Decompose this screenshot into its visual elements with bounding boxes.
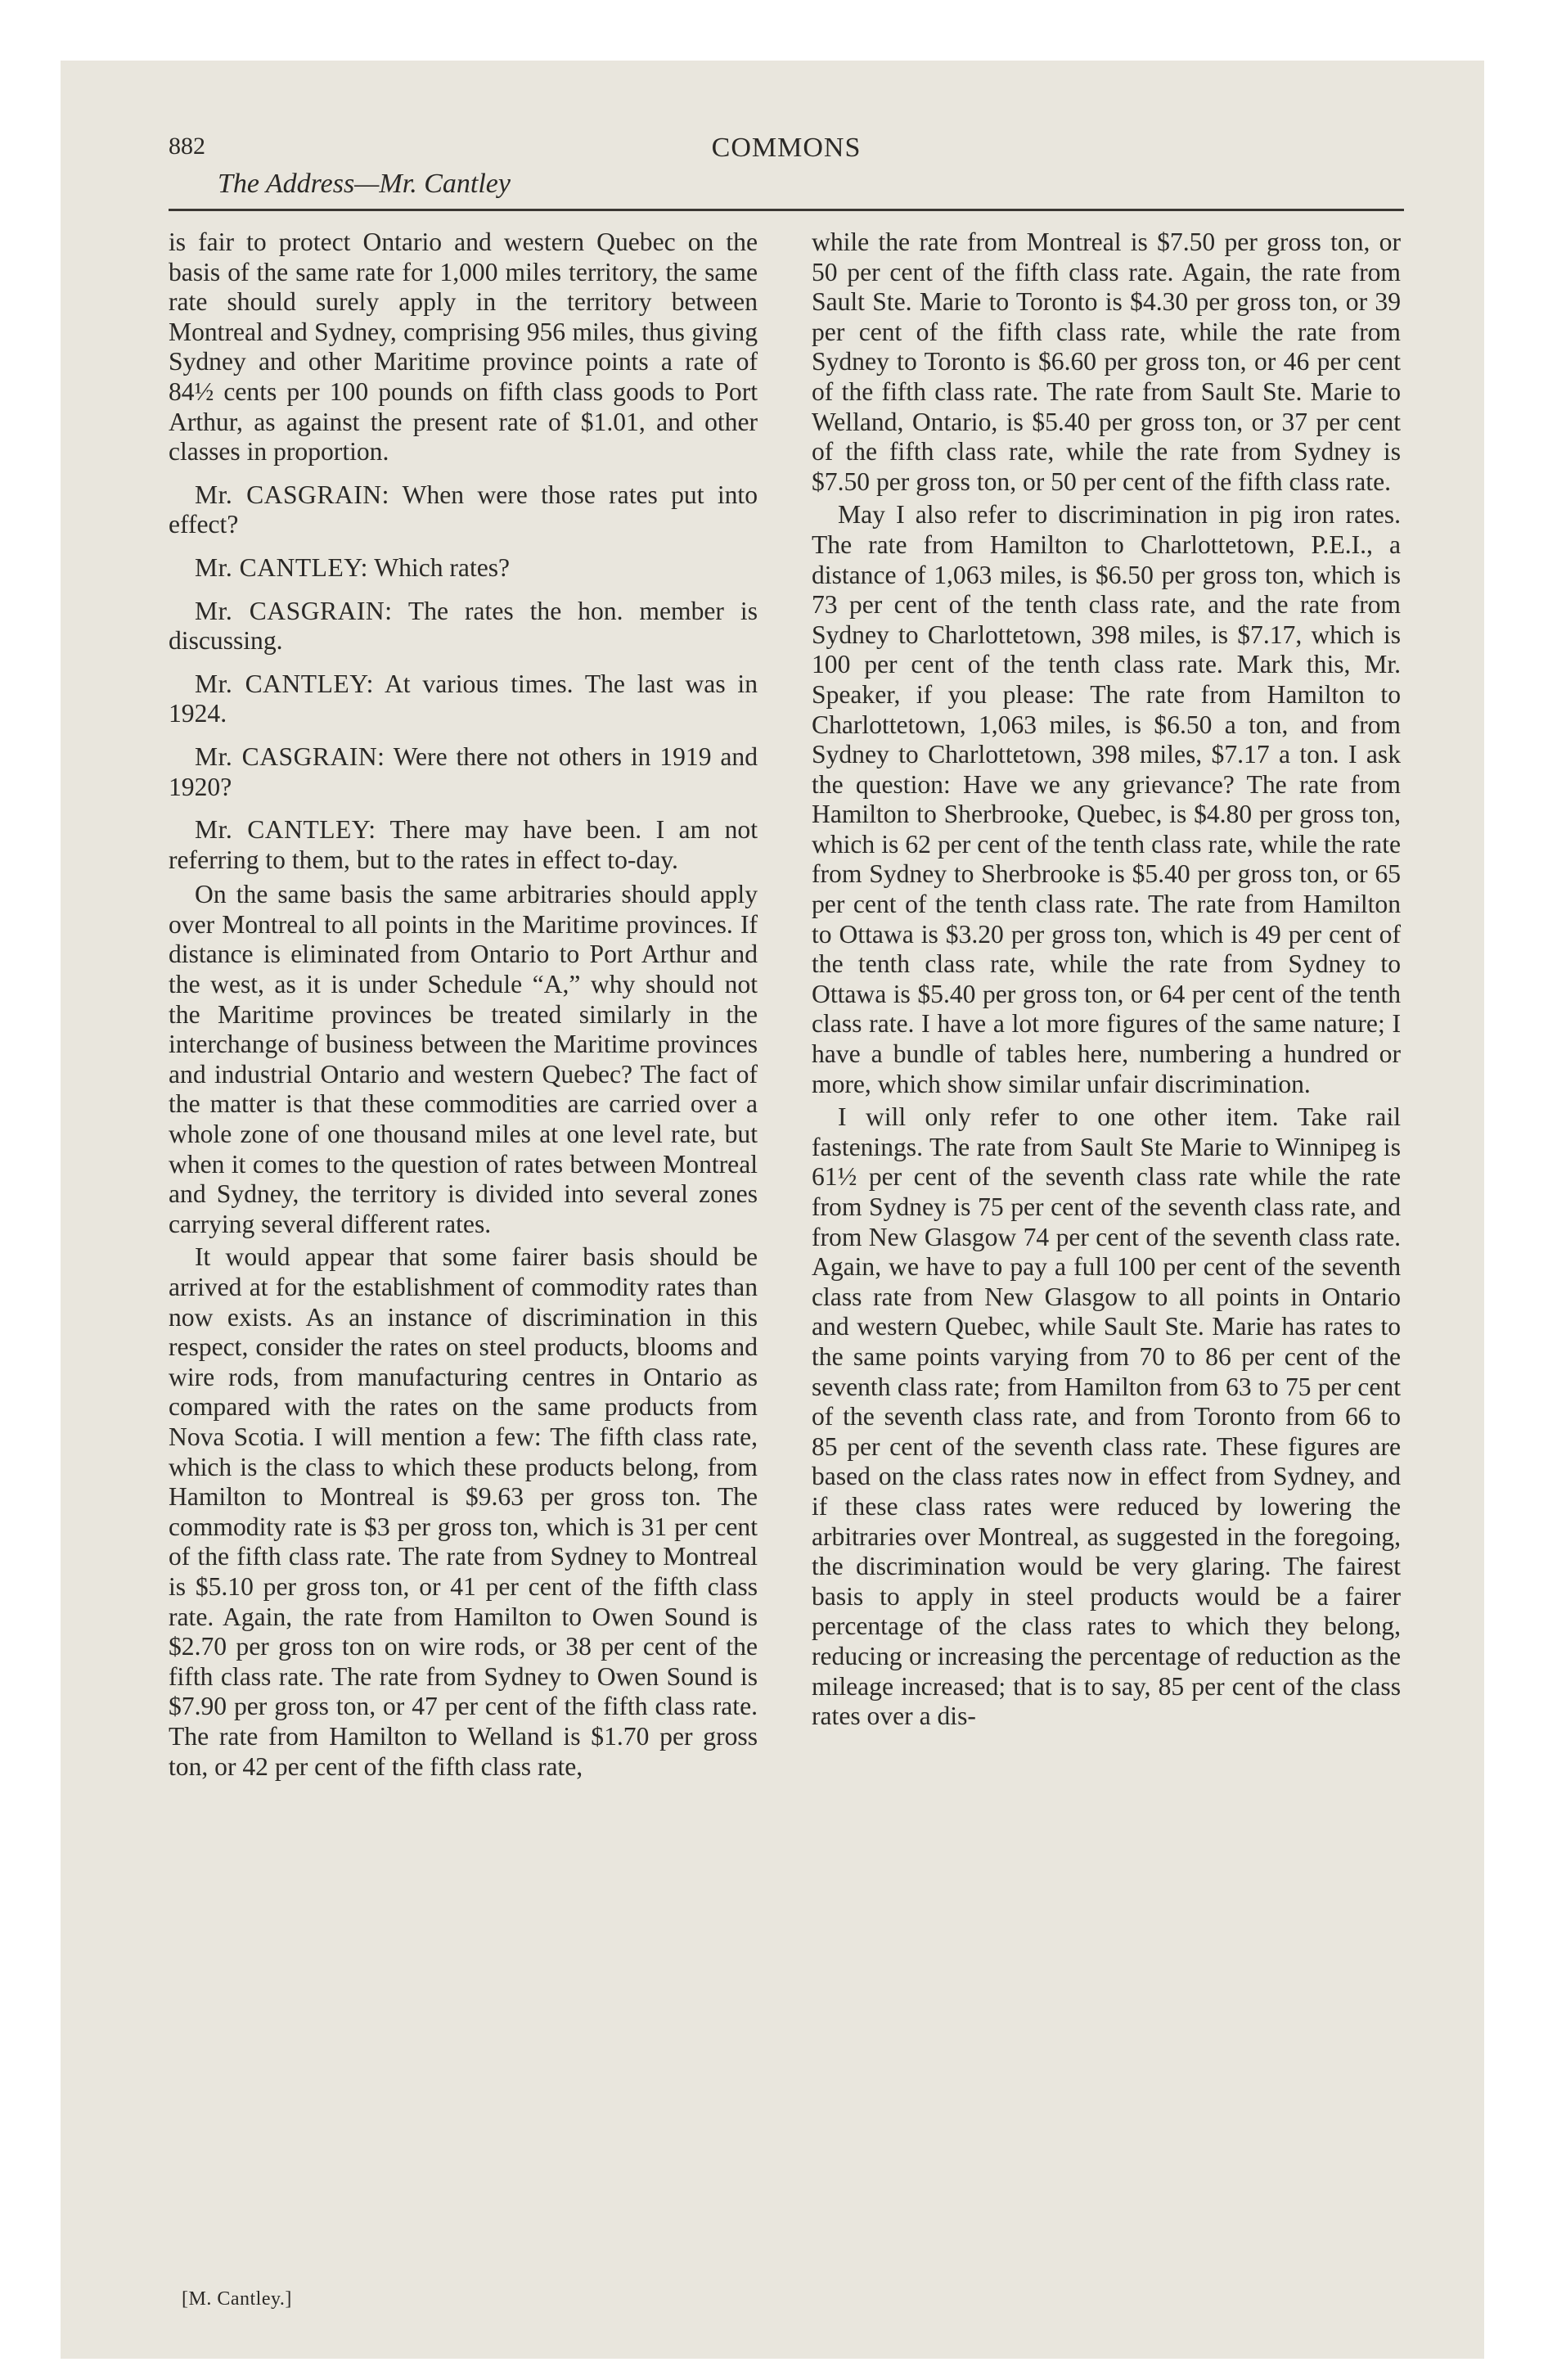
speaker-name: Mr. CASGRAIN: [195, 480, 389, 509]
dialogue-line [169, 669, 758, 729]
paragraph: It would appear that some fairer basis should be arrived at for the establishment of commodity rates than now exists. As an instance of discrimination in this respect, consider the rates on steel products, blooms and wire rods, from manufacturing centres in Ontario as compared with the rates on the same products from Nova Scotia. I will mention a few: The fifth class rate, which is the class to which these products belong, from Hamilton to Montreal is $9.63 per gross ton. The commodity rate is $3 per gross ton, which is 31 per cent of the fifth class rate. The rate from Sydney to Montreal is $5.10 per gross ton, or 41 per cent of the fifth class rate. Again, the rate from Hamilton to Owen Sound is $2.70 per gross ton on wire rods, or 38 per cent of the fifth class rate. The rate from Sydney to Owen Sound is $7.90 per gross ton, or 47 per cent of the fifth class rate. The rate from Hamilton to Welland is $1.70 per gross ton, or 42 per cent of the fifth class rate, [169, 1242, 758, 1781]
dialogue-line [169, 815, 758, 875]
speaker-name: Mr. CANTLEY: [195, 815, 376, 845]
dialogue-line [169, 597, 758, 656]
paragraph: May I also refer to discrimination in pig iron rates. The rate from Hamilton to Charlottetown, P.E.I., a distance of 1,063 miles, is $6.50 per gross ton, which is 73 per cent of the tenth class rate, and the rate from Sydney to Charlottetown, 398 miles, is $7.17, which is 100 per cent of the tenth class rate. Mark this, Mr. Speaker, if you please: The rate from Hamilton to Charlottetown, 1,063 miles, is $6.50 a ton, and from Sydney to Charlottetown, 398 miles, $7.17 a ton. I ask the question: Have we any grievance? The rate from Hamilton to Sherbrooke, Quebec, is $4.80 per gross ton, which is 62 per cent of the tenth class rate, while the rate from Sydney to Sherbrooke is $5.40 per gross ton, or 65 per cent of the tenth class rate. The rate from Hamilton to Ottawa is $3.20 per gross ton, which is 49 per cent of the tenth class rate, while the rate from Sydney to Ottawa is $5.40 per gross ton, or 64 per cent of the tenth class rate. I have a lot more figures of the same nature; I have a bundle of tables here, numbering a hundred or more, which show similar unfair discrimination. [812, 500, 1401, 1098]
paragraph: while the rate from Montreal is $7.50 per gross ton, or 50 per cent of the fifth class rate. Again, the rate from Sault Ste. Marie to Toronto is $4.30 per gross ton, or 39 per cent of the fifth class rate, while the rate from Sydney to Toronto is $6.60 per gross ton, or 46 per cent of the fifth class rate. The rate from Sault Ste. Marie to Welland, Ontario, is $5.40 per gross ton, or 37 per cent of the fifth class rate, while the rate from Sydney is $7.50 per gross ton, or 50 per cent of the fifth class rate. [812, 228, 1401, 496]
speaker-name: Mr. CASGRAIN: [195, 596, 393, 625]
dialogue-line [169, 742, 758, 802]
subhead: The Address—Mr. Cantley [218, 169, 511, 199]
paragraph: On the same basis the same arbitraries should apply over Montreal to all points in the Maritime provinces. If distance is eliminated from Ontario to Port Arthur and the west, as it is under Schedule “A,” why should not the Maritime provinces be treated similarly in the interchange of business between the Maritime provinces and industrial Ontario and western Quebec? The fact of the matter is that these commodities are carried over a whole zone of one thousand miles at one level rate, but when it comes to the question of rates between Montreal and Sydney, the territory is divided into several zones carrying several different rates. [169, 880, 758, 1238]
speaker-name: Mr. CANTLEY: [195, 552, 368, 582]
header-rule [169, 209, 1404, 211]
dialogue-text: The rates the hon. member is discussing. [169, 596, 758, 656]
speaker-name: Mr. CANTLEY: [195, 669, 374, 698]
page-header [169, 133, 1404, 206]
running-head: COMMONS [711, 133, 862, 163]
dialogue-text: At various times. The last was in 1924. [169, 669, 758, 728]
speaker-name: Mr. CASGRAIN: [195, 741, 385, 771]
dialogue-text: There may have been. I am not referring to them, but to the rates in effect to-day. [169, 815, 758, 874]
dialogue-text: When were those rates put into effect? [169, 480, 758, 539]
paragraph: is fair to protect Ontario and western Quebec on the basis of the same rate for 1,000 miles territory, the same rate should surely apply in the territory between Montreal and Sydney, comprising 956 miles, thus giving Sydney and other Maritime province points a rate of 84½ cents per 100 pounds on fifth class goods to Port Arthur, as against the present rate of $1.01, and other classes in proportion. [169, 228, 758, 467]
left-column [169, 228, 758, 1785]
dialogue-text: Which rates? [374, 552, 511, 582]
dialogue-line [169, 480, 758, 540]
paragraph: I will only refer to one other item. Take rail fastenings. The rate from Sault Ste Marie to Winnipeg is 61½ per cent of the seventh class rate while the rate from Sydney is 75 per cent of the seventh class rate, and from New Glasgow 74 per cent of the seventh class rate. Again, we have to pay a full 100 per cent of the seventh class rate from New Glasgow to all points in Ontario and western Quebec, while Sault Ste. Marie has rates to the same points varying from 70 to 86 per cent of the seventh class rate; from Hamilton from 63 to 75 per cent of the seventh class rate, and from Toronto from 66 to 85 per cent of the seventh class rate. These figures are based on the class rates now in effect from Sydney, and if these class rates were reduced by lowering the arbitraries over Montreal, as suggested in the foregoing, the discrimination would be very glaring. The fairest basis to apply in steel products would be a fairer percentage of the class rates to which they belong, reducing or increasing the percentage of reduction as the mileage increased; that is to say, 85 per cent of the class rates over a dis- [812, 1102, 1401, 1731]
page-number: 882 [169, 133, 205, 160]
right-column [812, 228, 1401, 1735]
dialogue-text: Were there not others in 1919 and 1920? [169, 741, 758, 801]
dialogue-line [169, 553, 758, 584]
speaker-signature: [M. Cantley.] [182, 2288, 292, 2310]
